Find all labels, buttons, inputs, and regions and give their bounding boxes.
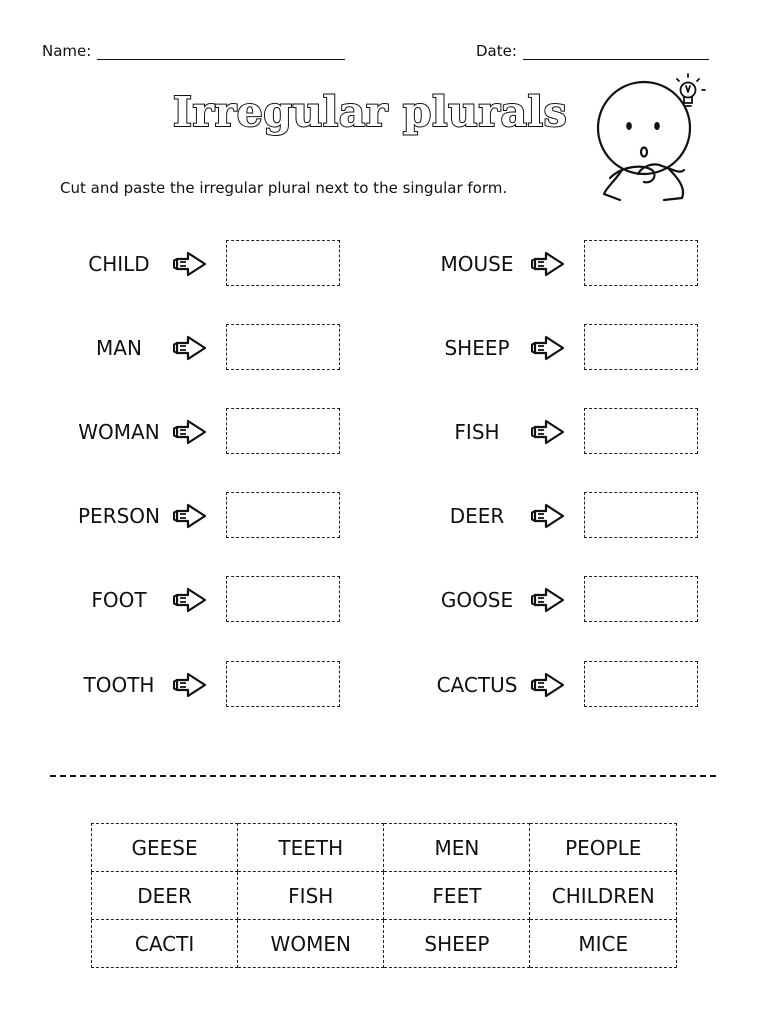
answer-drop-box[interactable] <box>584 576 698 622</box>
thinking-character-icon <box>592 70 722 205</box>
pointing-hand-arrow-icon <box>531 418 569 446</box>
name-line[interactable] <box>97 43 345 60</box>
instructions: Cut and paste the irregular plural next to the singular form. <box>60 179 508 197</box>
answer-drop-box[interactable] <box>226 324 340 370</box>
answer-row <box>92 920 677 968</box>
answer-card[interactable]: MEN <box>384 824 530 872</box>
name-label: Name: <box>42 42 92 60</box>
pointing-hand-arrow-icon <box>531 334 569 362</box>
singular-word: FISH <box>454 420 500 444</box>
singular-word: GOOSE <box>440 588 514 612</box>
singular-word: MAN <box>96 336 142 360</box>
answer-drop-box[interactable] <box>226 240 340 286</box>
answer-drop-box[interactable] <box>584 324 698 370</box>
answer-card[interactable]: DEER <box>92 872 238 920</box>
answer-drop-box[interactable] <box>584 408 698 454</box>
answer-card[interactable]: TEETH <box>238 824 384 872</box>
pointing-hand-arrow-icon <box>173 502 211 530</box>
answer-drop-box[interactable] <box>226 661 340 707</box>
singular-word: FOOT <box>91 588 147 612</box>
pointing-hand-arrow-icon <box>173 671 211 699</box>
pointing-hand-arrow-icon <box>173 586 211 614</box>
worksheet-title: Irregular plurals <box>172 88 568 136</box>
answer-card[interactable]: WOMEN <box>238 920 384 968</box>
date-label: Date: <box>476 42 517 60</box>
answer-drop-box[interactable] <box>226 408 340 454</box>
answer-card[interactable]: PEOPLE <box>530 824 677 872</box>
answer-card[interactable]: FISH <box>238 872 384 920</box>
date-field[interactable] <box>476 42 709 60</box>
answer-row <box>92 872 677 920</box>
singular-word: CHILD <box>88 252 150 276</box>
answer-card[interactable]: SHEEP <box>384 920 530 968</box>
answer-drop-box[interactable] <box>584 661 698 707</box>
singular-word: SHEEP <box>444 336 510 360</box>
cut-line <box>50 775 716 777</box>
singular-word: CACTUS <box>436 673 518 697</box>
answer-row <box>92 824 677 872</box>
answer-cutout-grid <box>91 823 677 968</box>
answer-card[interactable]: CACTI <box>92 920 238 968</box>
answer-card[interactable]: CHILDREN <box>530 872 677 920</box>
date-line[interactable] <box>523 43 709 60</box>
answer-card[interactable]: FEET <box>384 872 530 920</box>
answer-drop-box[interactable] <box>584 492 698 538</box>
pointing-hand-arrow-icon <box>531 502 569 530</box>
answer-drop-box[interactable] <box>226 492 340 538</box>
answer-drop-box[interactable] <box>584 240 698 286</box>
singular-word: PERSON <box>78 504 160 528</box>
answer-drop-box[interactable] <box>226 576 340 622</box>
pointing-hand-arrow-icon <box>173 418 211 446</box>
answer-card[interactable]: MICE <box>530 920 677 968</box>
answer-card[interactable]: GEESE <box>92 824 238 872</box>
pointing-hand-arrow-icon <box>531 586 569 614</box>
singular-word: MOUSE <box>440 252 514 276</box>
pointing-hand-arrow-icon <box>173 250 211 278</box>
name-field[interactable] <box>42 42 345 60</box>
pointing-hand-arrow-icon <box>531 250 569 278</box>
singular-word: WOMAN <box>78 420 160 444</box>
pointing-hand-arrow-icon <box>531 671 569 699</box>
singular-word: DEER <box>449 504 505 528</box>
pointing-hand-arrow-icon <box>173 334 211 362</box>
singular-word: TOOTH <box>83 673 155 697</box>
